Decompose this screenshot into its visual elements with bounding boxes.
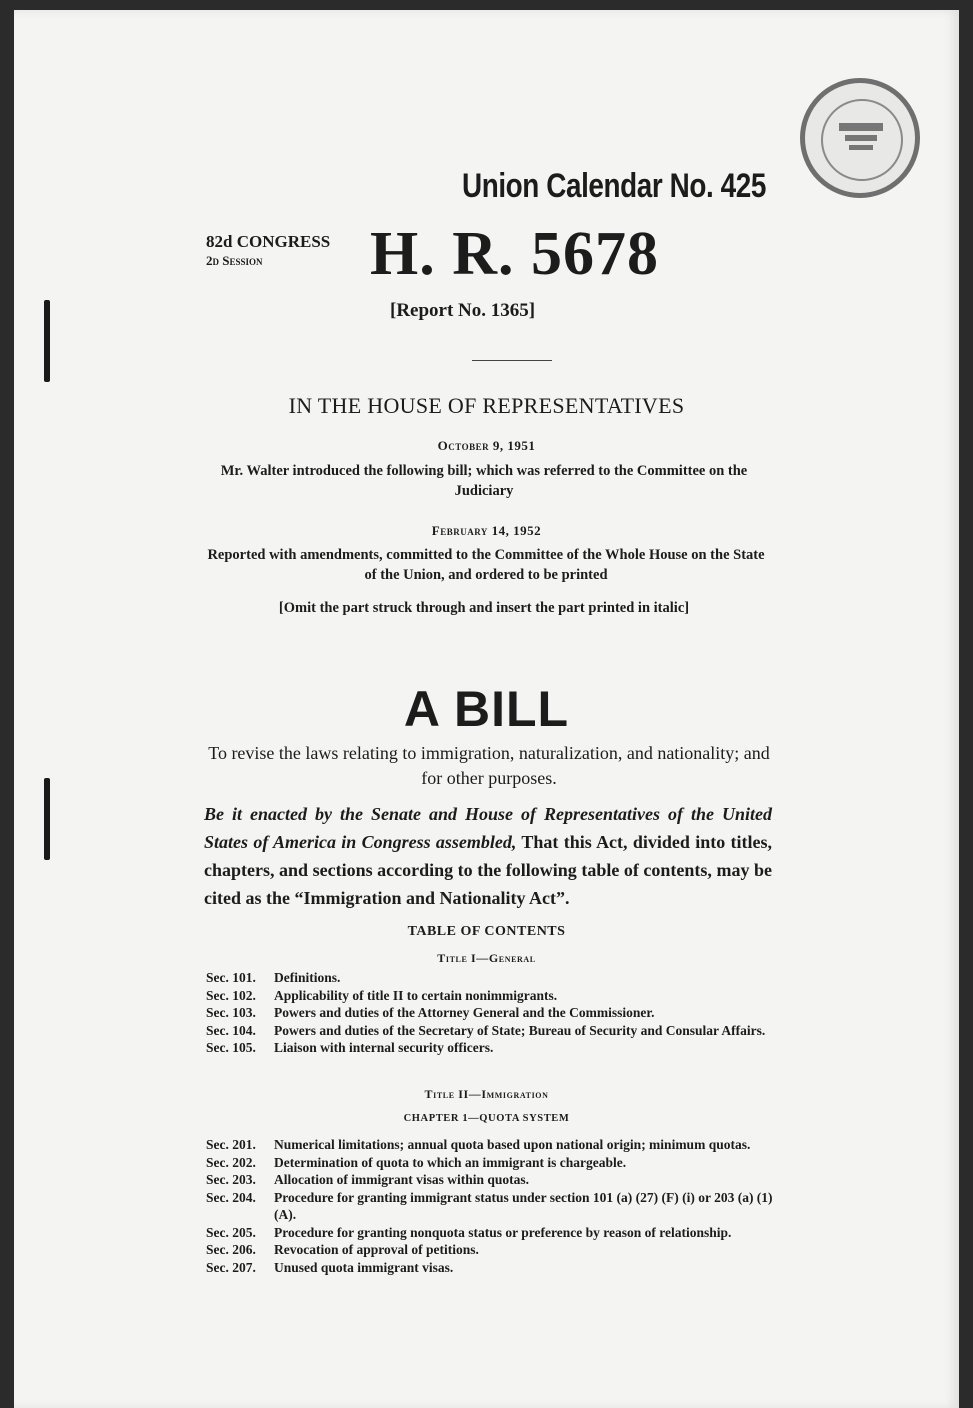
bill-number: H. R. 5678 <box>370 220 659 288</box>
session-label: 2d Session <box>206 253 263 268</box>
enacting-clause-italic: Be it enacted by the Senate and House of Representatives of the United States of America in Congress assembled, <box>204 804 772 852</box>
toc-entry <box>206 1136 774 1154</box>
title-two-section-list <box>206 1136 774 1276</box>
toc-entry <box>206 1154 774 1172</box>
introduced-date: October 9, 1951 <box>437 438 536 453</box>
toc-section-number: Sec. 205. <box>206 1224 256 1240</box>
seal-emblem-middle <box>845 135 877 141</box>
title-one-heading: Title I—General <box>437 951 536 965</box>
enacting-clause-text: That this Act, divided into titles, chapters, and sections according to the following table of contents, may be cited as the “Immigration and Nationality Act”. <box>204 832 772 908</box>
toc-section-number: Sec. 104. <box>206 1022 256 1038</box>
toc-section-title: Revocation of approval of petitions. <box>274 1242 479 1257</box>
toc-section-title: Numerical limitations; annual quota based upon national origin; minimum quotas. <box>274 1137 751 1152</box>
toc-section-number: Sec. 202. <box>206 1154 256 1170</box>
toc-entry <box>206 1259 774 1277</box>
toc-section-title: Liaison with internal security officers. <box>274 1040 494 1055</box>
toc-section-number: Sec. 203. <box>206 1172 256 1187</box>
toc-section-number: Sec. 206. <box>206 1242 256 1257</box>
binding-hole-middle <box>44 778 50 860</box>
a-bill-heading: A BILL <box>403 681 570 737</box>
library-seal-stamp <box>800 78 920 198</box>
toc-entry <box>206 969 774 987</box>
toc-section-title: Allocation of immigrant visas within quotas. <box>274 1172 530 1187</box>
toc-section-number: Sec. 204. <box>206 1189 256 1205</box>
toc-entry <box>206 1171 774 1189</box>
toc-entry <box>206 1189 774 1224</box>
toc-entry <box>206 987 774 1005</box>
binding-hole-top <box>44 300 50 382</box>
report-number: [Report No. 1365] <box>390 300 536 321</box>
toc-section-title: Procedure for granting nonquota status or preference by reason of relationship. <box>274 1224 732 1240</box>
reported-statement: Reported with amendments, committed to the Committee of the Whole House on the State of the Union, and ordered to be printed <box>207 547 765 583</box>
toc-entry <box>206 1039 774 1057</box>
title-two-heading: Title II—Immigration <box>424 1087 549 1101</box>
seal-emblem-bottom <box>849 145 873 150</box>
toc-section-number: Sec. 201. <box>206 1137 256 1152</box>
divider-rule <box>472 360 552 361</box>
toc-section-number: Sec. 102. <box>206 987 256 1003</box>
toc-entry <box>206 1022 774 1040</box>
toc-section-title: Procedure for granting immigrant status under section 101 (a) (27) (F) (i) or 203 (a) (1) (A). <box>274 1189 773 1222</box>
union-calendar-number: Union Calendar No. 425 <box>462 167 766 205</box>
document-page <box>14 10 959 1408</box>
introduction-statement: Mr. Walter introduced the following bill; which was referred to the Committee on the Judiciary <box>220 463 748 499</box>
chapter-one-heading: CHAPTER 1—QUOTA SYSTEM <box>403 1113 570 1124</box>
toc-section-number: Sec. 207. <box>206 1259 256 1275</box>
toc-section-title: Applicability of title II to certain nonimmigrants. <box>274 987 558 1003</box>
toc-entry <box>206 1241 774 1259</box>
toc-section-title: Definitions. <box>274 970 341 985</box>
omit-instruction: [Omit the part struck through and insert the part printed in italic] <box>278 600 690 616</box>
title-one-section-list <box>206 969 774 1057</box>
congress-session-block <box>206 232 330 270</box>
toc-section-title: Powers and duties of the Attorney General and the Commissioner. <box>274 1005 655 1020</box>
congress-label: 82d CONGRESS <box>206 232 331 251</box>
house-heading: IN THE HOUSE OF REPRESENTATIVES <box>288 393 685 418</box>
toc-section-title: Powers and duties of the Secretary of State; Bureau of Security and Consular Affairs. <box>274 1022 766 1038</box>
enacting-clause <box>204 800 772 912</box>
toc-section-title: Determination of quota to which an immigrant is chargeable. <box>274 1154 627 1170</box>
reported-date: February 14, 1952 <box>431 523 542 538</box>
toc-section-number: Sec. 101. <box>206 970 256 985</box>
toc-heading: TABLE OF CONTENTS <box>407 924 566 939</box>
toc-entry <box>206 1004 774 1022</box>
toc-section-number: Sec. 103. <box>206 1005 256 1020</box>
toc-entry <box>206 1224 774 1242</box>
seal-emblem-top <box>839 123 883 131</box>
bill-title: To revise the laws relating to immigration, naturalization, and nationality; and for other purposes. <box>208 743 770 788</box>
toc-section-title: Unused quota immigrant visas. <box>274 1259 454 1275</box>
toc-section-number: Sec. 105. <box>206 1040 256 1055</box>
